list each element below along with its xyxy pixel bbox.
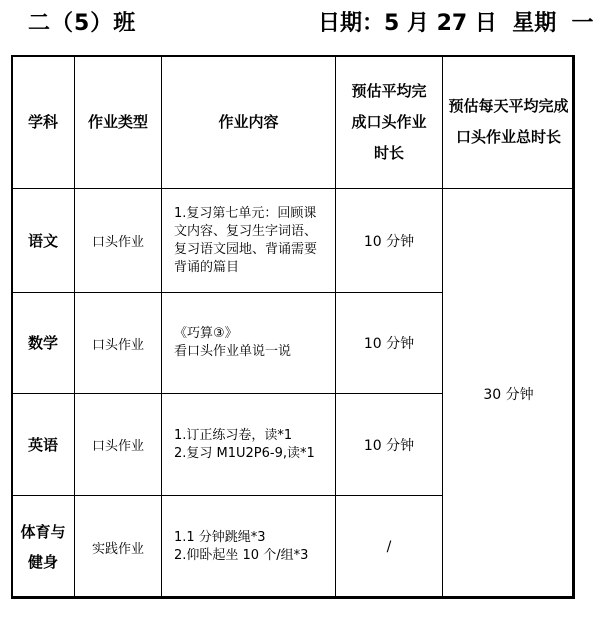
- header-total-duration-line: 预估每天平均完成: [448, 97, 569, 115]
- type-cell: 口头作业: [75, 394, 162, 496]
- duration-cell: /: [336, 496, 443, 599]
- content-cell: [162, 496, 336, 599]
- homework-table: [11, 55, 575, 599]
- content-line: 背诵的篇目: [174, 259, 240, 275]
- subject-line: 健身: [27, 553, 58, 571]
- total-duration-cell: 30 分钟: [443, 189, 575, 599]
- subject-cell: 语文: [12, 189, 75, 293]
- type-cell: 口头作业: [75, 189, 162, 293]
- header-total-duration: [443, 56, 575, 189]
- type-cell: 实践作业: [75, 496, 162, 599]
- date-title: 日期：5 月 27 日 星期 一: [318, 11, 594, 36]
- content-cell: [162, 189, 336, 293]
- content-line: 2.复习 M1U2P6-9,读*1: [174, 445, 315, 461]
- subject-line: 体育与: [20, 523, 66, 541]
- content-cell: [162, 394, 336, 496]
- header-content: 作业内容: [162, 56, 336, 189]
- table-header-row: [12, 56, 575, 189]
- subject-cell: 数学: [12, 293, 75, 394]
- header-subject: 学科: [12, 56, 75, 189]
- content-line: 《巧算③》: [174, 326, 238, 341]
- duration-cell: 10 分钟: [336, 394, 443, 496]
- class-title: 二（5）班: [28, 11, 137, 36]
- header-total-duration-line: 口头作业总时长: [455, 128, 561, 146]
- header-avg-duration-line: 成口头作业: [351, 112, 427, 131]
- header-type: 作业类型: [75, 56, 162, 189]
- duration-cell: 10 分钟: [336, 293, 443, 394]
- subject-cell: 英语: [12, 394, 75, 496]
- content-line: 2.仰卧起坐 10 个/组*3: [174, 548, 309, 563]
- content-line: 1.1 分钟跳绳*3: [174, 530, 266, 545]
- content-line: 1.复习第七单元：回顾课: [174, 205, 317, 221]
- content-line: 复习语文园地、背诵需要: [174, 241, 318, 257]
- header-avg-duration-line: 预估平均完: [351, 81, 427, 100]
- type-cell: 口头作业: [75, 293, 162, 394]
- subject-cell: [12, 496, 75, 599]
- table-row: [12, 189, 575, 293]
- content-cell: [162, 293, 336, 394]
- content-line: 看口头作业单说一说: [174, 344, 292, 359]
- duration-cell: 10 分钟: [336, 189, 443, 293]
- content-line: 文内容、复习生字词语、: [174, 223, 318, 239]
- content-line: 1.订正练习卷，读*1: [174, 427, 293, 443]
- header-avg-duration: [336, 56, 443, 189]
- header-avg-duration-line: 时长: [373, 143, 404, 162]
